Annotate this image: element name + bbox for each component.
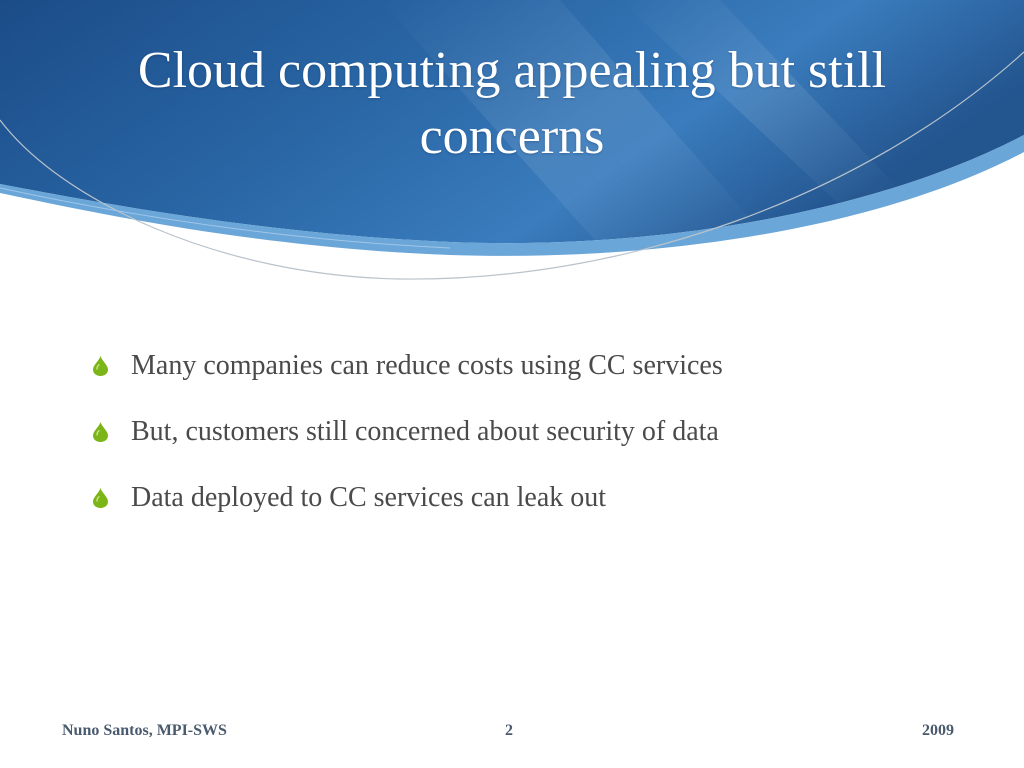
footer-year: 2009 (922, 722, 954, 739)
bullet-item (92, 410, 723, 454)
bullet-item (92, 476, 723, 520)
footer-page-number: 2 (505, 722, 513, 739)
slide-title: Cloud computing appealing but still concerns (137, 42, 887, 165)
bullet-text: But, customers still concerned about security of data (131, 416, 719, 447)
bullet-list (92, 344, 723, 542)
bullet-item (92, 344, 723, 388)
water-drop-icon (92, 487, 109, 509)
water-drop-icon (92, 355, 109, 377)
water-drop-icon (92, 421, 109, 443)
bullet-text: Data deployed to CC services can leak out (131, 482, 607, 513)
footer-author: Nuno Santos, MPI-SWS (62, 722, 227, 739)
bullet-text: Many companies can reduce costs using CC services (131, 350, 723, 381)
